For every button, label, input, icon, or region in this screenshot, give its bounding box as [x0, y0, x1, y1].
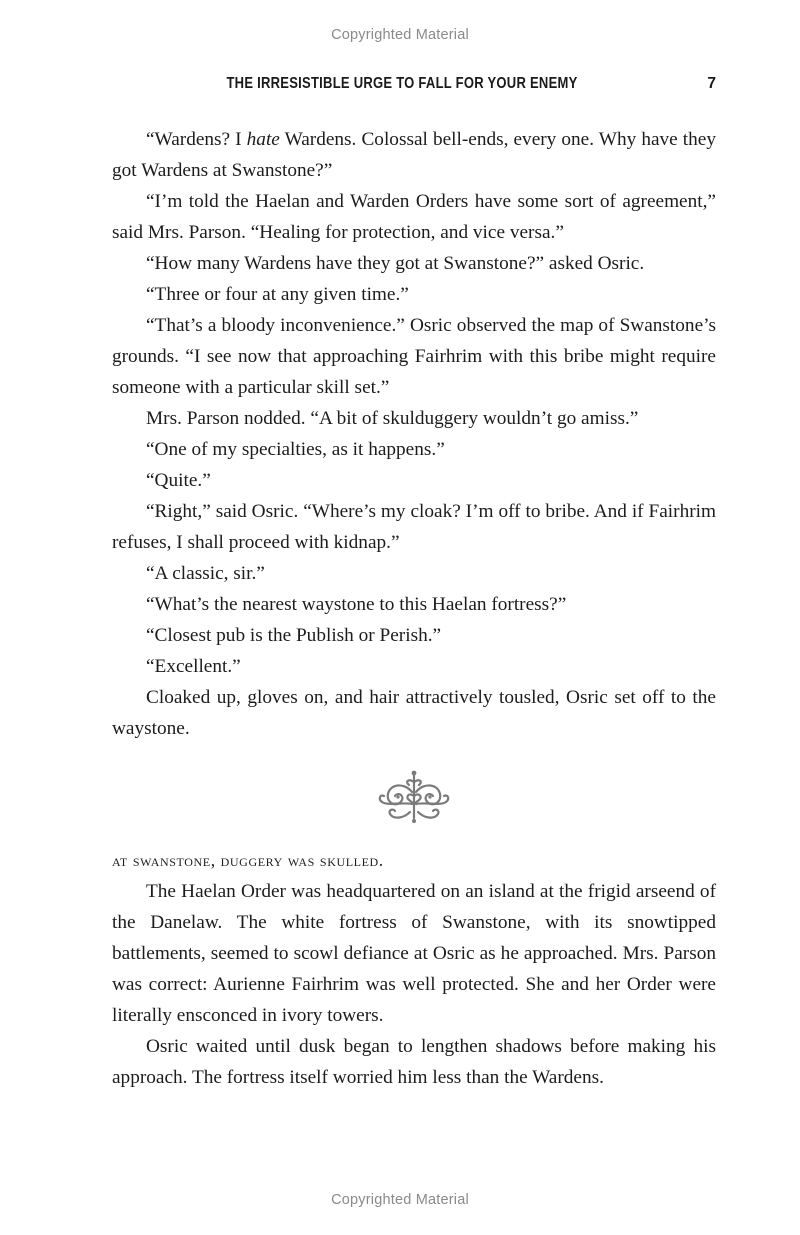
paragraph: Osric waited until dusk began to lengthen shadows before making his approach. The fortress itself worried him less than the Wardens. — [112, 1036, 716, 1088]
paragraph-text: Wardens. Colossal bell-ends, every one. Why have they got Wardens at Swanstone?” — [112, 129, 716, 181]
paragraph: Cloaked up, gloves on, and hair attractively tousled, Osric set off to the waystone. — [112, 687, 716, 739]
paragraph: “Three or four at any given time.” — [146, 284, 409, 305]
emphasis-text: hate — [246, 129, 280, 150]
paragraph: “One of my specialties, as it happens.” — [146, 439, 445, 460]
paragraph: “I’m told the Haelan and Warden Orders have some sort of agreement,” said Mrs. Parson. “Healing for protection, and vice versa.” — [112, 191, 716, 243]
paragraph: “That’s a bloody inconvenience.” Osric observed the map of Swanstone’s grounds. “I see now that approaching Fairhrim with this bribe might require someone with a particular skill set.” — [112, 315, 716, 398]
section-opening-line: at swanstone, duggery was skulled. — [112, 850, 384, 870]
paragraph: “What’s the nearest waystone to this Haelan fortress?” — [146, 594, 567, 615]
paragraph: The Haelan Order was headquartered on an island at the frigid arseend of the Danelaw. The white fortress of Swanstone, with its snowtipped battlements, seemed to scowl defiance at Osric as he approached. Mrs. Parson was correct: Aurienne Fairhrim was well protected. She and her Order were literally ensconced in ivory towers. — [112, 881, 716, 1026]
text-section-1 — [112, 124, 716, 744]
paragraph: “Right,” said Osric. “Where’s my cloak? I’m off to bribe. And if Fairhrim refuses, I shall proceed with kidnap.” — [112, 501, 716, 553]
copyright-watermark-top: Copyrighted Material — [331, 27, 469, 43]
running-header — [112, 73, 716, 99]
paragraph: “How many Wardens have they got at Swanstone?” asked Osric. — [146, 253, 645, 274]
running-title: THE IRRESISTIBLE URGE TO FALL FOR YOUR ENEMY — [226, 75, 578, 92]
copyright-watermark-bottom: Copyrighted Material — [331, 1192, 469, 1208]
page-number: 7 — [707, 75, 716, 92]
paragraph: “Closest pub is the Publish or Perish.” — [146, 625, 442, 646]
fleuron-ornament-icon — [376, 768, 452, 826]
paragraph — [112, 124, 716, 186]
paragraph: “A classic, sir.” — [146, 563, 265, 584]
paragraph: “Excellent.” — [146, 656, 241, 677]
paragraph: Mrs. Parson nodded. “A bit of skulduggery wouldn’t go amiss.” — [146, 408, 639, 429]
paragraph: “Quite.” — [146, 470, 211, 491]
text-section-2 — [112, 845, 716, 1093]
paragraph-text: “Wardens? I — [146, 129, 247, 150]
